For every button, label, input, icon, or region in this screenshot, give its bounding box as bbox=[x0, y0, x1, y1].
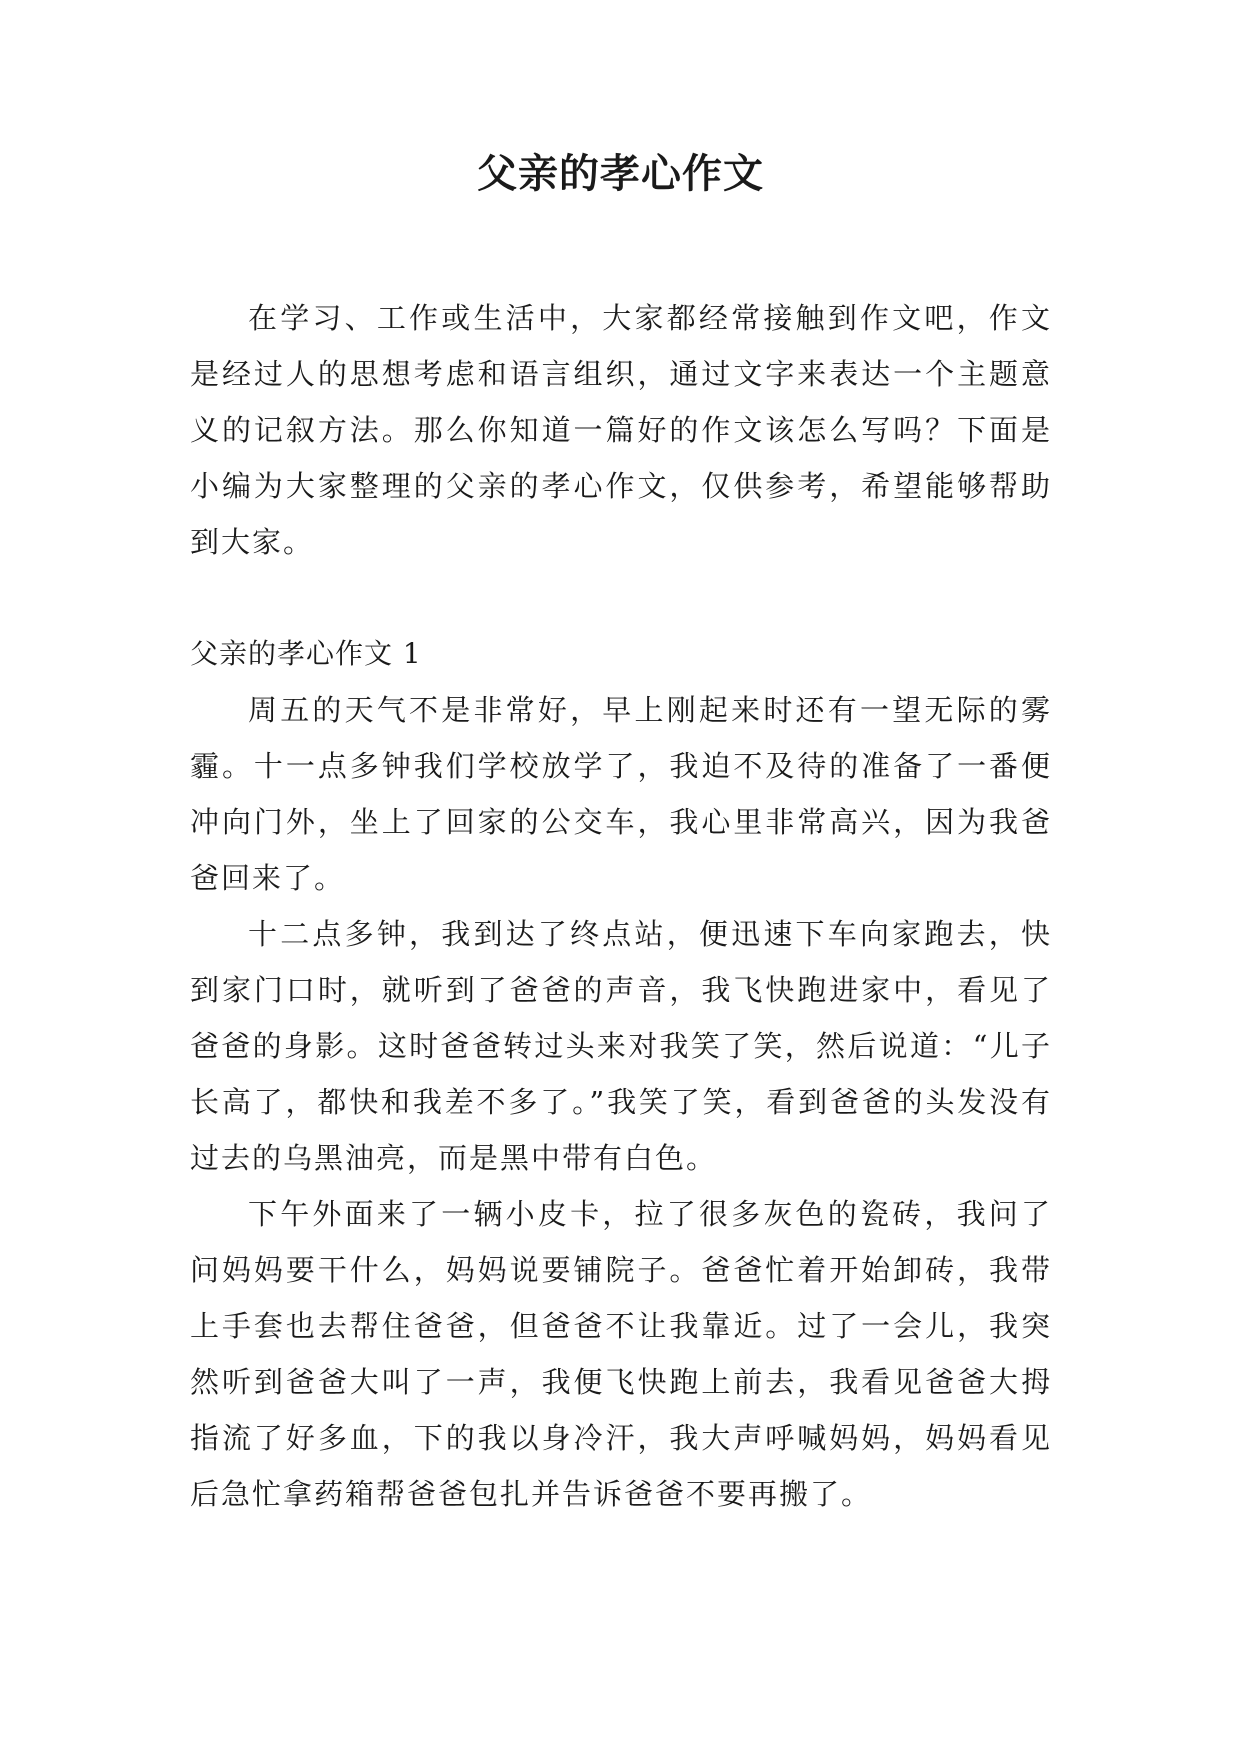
body-paragraph-3: 下午外面来了一辆小皮卡，拉了很多灰色的瓷砖，我问了问妈妈要干什么，妈妈说要铺院子。爸爸忙着开始卸砖，我带上手套也去帮住爸爸，但爸爸不让我靠近。过了一会儿，我突然听到爸爸大叫了一声，我便飞快跑上前去，我看见爸爸大拇指流了好多血，下的我以身冷汗，我大声呼喊妈妈，妈妈看见后急忙拿药箱帮爸爸包扎并告诉爸爸不要再搬了。 bbox=[190, 1197, 1052, 1511]
body-paragraph-2: 十二点多钟，我到达了终点站，便迅速下车向家跑去，快到家门口时，就听到了爸爸的声音，我飞快跑进家中，看见了爸爸的身影。这时爸爸转过头来对我笑了笑，然后说道：“儿子长高了，都快和我差不多了。”我笑了笑，看到爸爸的头发没有过去的乌黑油亮，而是黑中带有白色。 bbox=[190, 917, 1052, 1175]
document-body bbox=[190, 290, 1052, 1522]
document-title: 父亲的孝心作文 bbox=[477, 150, 764, 197]
section-heading: 父亲的孝心作文 1 bbox=[190, 637, 422, 670]
body-paragraph-1: 周五的天气不是非常好，早上刚起来时还有一望无际的雾霾。十一点多钟我们学校放学了，我迫不及待的准备了一番便冲向门外，坐上了回家的公交车，我心里非常高兴，因为我爸爸回来了。 bbox=[190, 693, 1052, 895]
intro-paragraph: 在学习、工作或生活中，大家都经常接触到作文吧，作文是经过人的思想考虑和语言组织，通过文字来表达一个主题意义的记叙方法。那么你知道一篇好的作文该怎么写吗？下面是小编为大家整理的父亲的孝心作文，仅供参考，希望能够帮助到大家。 bbox=[190, 301, 1052, 559]
